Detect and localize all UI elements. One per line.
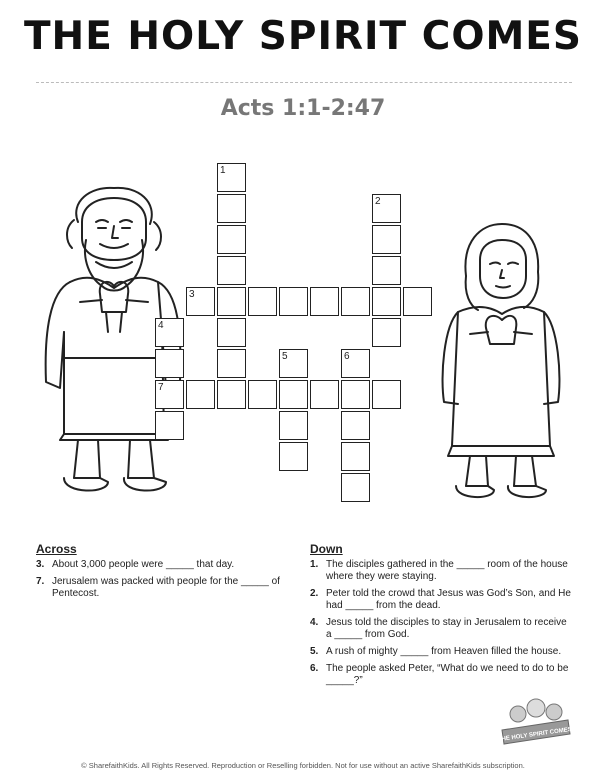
clue-number: 4 [158,320,164,331]
clue-item [310,646,572,658]
clue-item [36,576,284,600]
clue-text: Jesus told the disciples to stay in Jerusalem to receive a _____ from God. [326,617,567,640]
crossword-cell[interactable] [372,380,401,409]
crossword-cell[interactable] [217,194,246,223]
clue-item [310,588,572,612]
clue-text: The people asked Peter, “What do we need to do to be _____?” [326,663,569,686]
clue-num: 2. [310,588,319,599]
crossword-cell[interactable] [341,380,370,409]
crossword-cell[interactable] [217,225,246,254]
clue-item [36,559,284,571]
clue-text: A rush of mighty _____ from Heaven filled the house. [326,646,562,657]
praying-woman-illustration [436,216,566,506]
crossword-cell[interactable] [372,287,401,316]
crossword-cell[interactable] [279,287,308,316]
clue-num: 7. [36,576,45,587]
crossword-cell[interactable] [155,411,184,440]
clue-number: 1 [220,165,226,176]
lesson-logo [498,690,572,746]
clue-item [310,559,572,583]
crossword-cell[interactable] [372,225,401,254]
clue-number: 7 [158,382,164,393]
clue-number: 2 [375,196,381,207]
clue-text: Peter told the crowd that Jesus was God’s Son, and He had _____ from the dead. [326,588,571,611]
worksheet-title: THE HOLY SPIRIT COMES [23,14,583,59]
crossword-cell[interactable] [279,380,308,409]
clue-item [310,663,572,687]
crossword-cell[interactable] [217,318,246,347]
crossword-cell[interactable] [341,411,370,440]
crossword-cell[interactable] [310,287,339,316]
crossword-cell[interactable] [341,473,370,502]
across-heading: Across [36,542,77,556]
crossword-cell[interactable] [279,411,308,440]
crossword-cell[interactable] [403,287,432,316]
clue-number: 6 [344,351,350,362]
crossword-cell[interactable] [217,287,246,316]
across-clues [36,542,284,605]
clue-item [310,617,572,641]
clue-text: About 3,000 people were _____ that day. [52,559,235,570]
title-divider [36,82,572,83]
crossword-cell[interactable] [310,380,339,409]
crossword-cell[interactable] [372,256,401,285]
clue-num: 5. [310,646,319,657]
scripture-reference: Acts 1:1-2:47 [220,96,386,121]
crossword-cell[interactable] [248,287,277,316]
clue-num: 3. [36,559,45,570]
crossword-cell[interactable] [341,442,370,471]
clue-text: Jerusalem was packed with people for the _____ of Pentecost. [52,576,280,599]
crossword-cell[interactable] [217,349,246,378]
crossword-cell[interactable] [248,380,277,409]
clue-num: 6. [310,663,319,674]
crossword-cell[interactable] [341,287,370,316]
crossword-cell[interactable] [217,256,246,285]
down-clues [310,542,572,692]
crossword-cell[interactable] [217,380,246,409]
crossword-cell[interactable] [279,442,308,471]
clue-text: The disciples gathered in the _____ room of the house where they were staying. [326,559,568,582]
copyright-footer: © SharefaithKids. All Rights Reserved. Reproduction or Reselling forbidden. Not for use without an active SharefaithKids subscription. [81,761,525,770]
crossword-cell[interactable] [372,318,401,347]
clue-number: 3 [189,289,195,300]
crossword-cell[interactable] [155,349,184,378]
clue-num: 1. [310,559,319,570]
clue-num: 4. [310,617,319,628]
down-heading: Down [310,542,343,556]
crossword-cell[interactable] [186,380,215,409]
logo-text: THE HOLY SPIRIT COMES [498,726,572,744]
clue-number: 5 [282,351,288,362]
